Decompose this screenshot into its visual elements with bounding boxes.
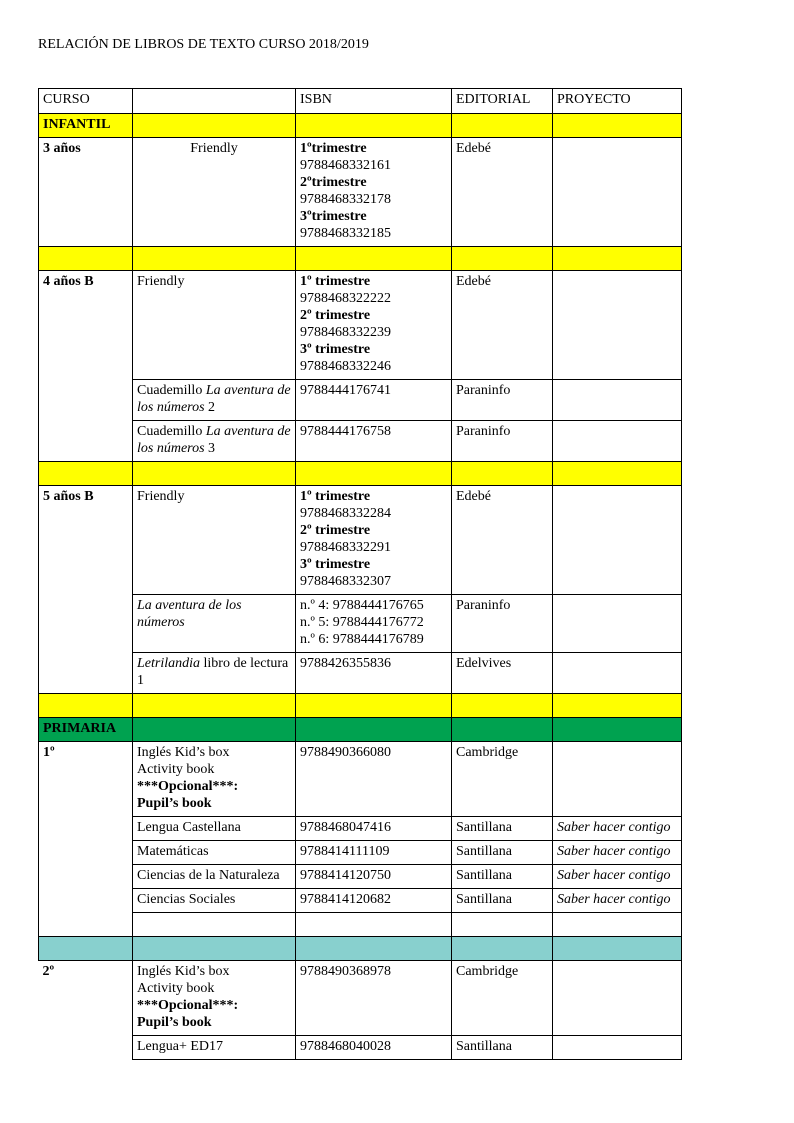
project-cell: [553, 421, 682, 462]
isbn-cell: 9788414111109: [296, 841, 452, 865]
isbn-cell: 9788414120682: [296, 889, 452, 913]
table-row: [39, 380, 682, 421]
book-cell: Friendly: [133, 271, 296, 380]
table-row: [39, 841, 682, 865]
book-line: Activity book: [137, 981, 215, 996]
book-cell: Letrilandia libro de lectura 1: [133, 653, 296, 694]
isbn-cell: 9788414120750: [296, 865, 452, 889]
editorial-cell: Santillana: [452, 1036, 553, 1060]
trimester-label: 3ºtrimestre: [300, 209, 367, 224]
header-row: [39, 89, 682, 114]
table-row: [39, 653, 682, 694]
project-cell: Saber hacer contigo: [553, 865, 682, 889]
book-cell: Cuademillo La aventura de los números 3: [133, 421, 296, 462]
isbn-value: n.º 6: 9788444176789: [300, 632, 424, 647]
book-cell: Lengua Castellana: [133, 817, 296, 841]
textbook-table: [38, 88, 682, 1060]
course-cell: 4 años B: [39, 271, 133, 462]
book-cell: Matemáticas: [133, 841, 296, 865]
isbn-value: n.º 5: 9788444176772: [300, 615, 424, 630]
optional-label: ***Opcional***:: [137, 779, 239, 794]
editorial-cell: Edelvives: [452, 653, 553, 694]
editorial-cell: Edebé: [452, 271, 553, 380]
project-cell: Saber hacer contigo: [553, 841, 682, 865]
table-row: [39, 961, 682, 1036]
teal-separator-row: [39, 937, 682, 961]
isbn-value: 9788468332185: [300, 226, 391, 241]
project-cell: [553, 138, 682, 247]
empty-row: [39, 913, 682, 937]
editorial-cell: Santillana: [452, 841, 553, 865]
course-cell: 5 años B: [39, 486, 133, 694]
project-cell: [553, 1036, 682, 1060]
course-cell: 3 años: [39, 138, 133, 247]
editorial-cell: Cambridge: [452, 961, 553, 1036]
header-blank: [133, 89, 296, 114]
infantil-section-row: [39, 114, 682, 138]
book-cell: Friendly: [133, 486, 296, 595]
project-cell: [553, 595, 682, 653]
table-row: [39, 865, 682, 889]
isbn-cell: 9788490368978: [296, 961, 452, 1036]
editorial-cell: Santillana: [452, 865, 553, 889]
course-cell: 1º: [39, 742, 133, 937]
header-isbn: ISBN: [296, 89, 452, 114]
table-row: [39, 817, 682, 841]
book-line: Activity book: [137, 762, 215, 777]
isbn-cell: 9788490366080: [296, 742, 452, 817]
book-line: Pupil’s book: [137, 796, 212, 811]
editorial-cell: Santillana: [452, 817, 553, 841]
isbn-value: n.º 4: 9788444176765: [300, 598, 424, 613]
project-cell: [553, 486, 682, 595]
table-row: [39, 742, 682, 817]
table-row: [39, 271, 682, 380]
isbn-value: 9788468332291: [300, 540, 391, 555]
trimester-label: 1º trimestre: [300, 489, 371, 504]
isbn-cell: [296, 595, 452, 653]
header-curso: CURSO: [39, 89, 133, 114]
trimester-label: 1º trimestre: [300, 274, 371, 289]
trimester-label: 3º trimestre: [300, 557, 371, 572]
isbn-cell: 9788468047416: [296, 817, 452, 841]
header-editorial: EDITORIAL: [452, 89, 553, 114]
project-cell: Saber hacer contigo: [553, 889, 682, 913]
editorial-cell: Santillana: [452, 889, 553, 913]
table-row: [39, 1036, 682, 1060]
isbn-value: 9788468332178: [300, 192, 391, 207]
infantil-label: INFANTIL: [39, 114, 133, 138]
isbn-value: 9788468322222: [300, 291, 391, 306]
table-row: [39, 889, 682, 913]
yellow-separator-row: [39, 694, 682, 718]
editorial-cell: Cambridge: [452, 742, 553, 817]
book-line: Inglés Kid’s box: [137, 964, 230, 979]
course-cell: 2º: [39, 961, 133, 1060]
primaria-label: PRIMARIA: [39, 718, 133, 742]
editorial-cell: Paraninfo: [452, 421, 553, 462]
document-title: RELACIÓN DE LIBROS DE TEXTO CURSO 2018/2019: [38, 37, 369, 52]
trimester-label: 1ºtrimestre: [300, 141, 367, 156]
isbn-cell: [296, 271, 452, 380]
book-cell: [133, 742, 296, 817]
project-cell: Saber hacer contigo: [553, 817, 682, 841]
project-cell: [553, 961, 682, 1036]
book-cell: Ciencias Sociales: [133, 889, 296, 913]
editorial-cell: Paraninfo: [452, 595, 553, 653]
isbn-value: 9788468332239: [300, 325, 391, 340]
isbn-value: 9788468332161: [300, 158, 391, 173]
editorial-cell: Edebé: [452, 138, 553, 247]
optional-label: ***Opcional***:: [137, 998, 239, 1013]
editorial-cell: Paraninfo: [452, 380, 553, 421]
project-cell: [553, 380, 682, 421]
book-cell: Cuademillo La aventura de los números 2: [133, 380, 296, 421]
table-row: [39, 138, 682, 247]
table-row: [39, 486, 682, 595]
project-cell: [553, 653, 682, 694]
book-cell: Friendly: [133, 138, 296, 247]
primaria-section-row: [39, 718, 682, 742]
trimester-label: 2º trimestre: [300, 523, 371, 538]
isbn-value: 9788468332246: [300, 359, 391, 374]
book-cell: Ciencias de la Naturaleza: [133, 865, 296, 889]
table-row: [39, 421, 682, 462]
yellow-separator-row: [39, 247, 682, 271]
editorial-cell: Edebé: [452, 486, 553, 595]
trimester-label: 2º trimestre: [300, 308, 371, 323]
isbn-cell: 9788444176758: [296, 421, 452, 462]
isbn-cell: [296, 486, 452, 595]
isbn-value: 9788468332307: [300, 574, 391, 589]
isbn-cell: [296, 138, 452, 247]
trimester-label: 3º trimestre: [300, 342, 371, 357]
isbn-value: 9788468332284: [300, 506, 391, 521]
project-cell: [553, 742, 682, 817]
book-cell: La aventura de los números: [133, 595, 296, 653]
yellow-separator-row: [39, 462, 682, 486]
book-cell: Lengua+ ED17: [133, 1036, 296, 1060]
book-line: Pupil’s book: [137, 1015, 212, 1030]
trimester-label: 2ºtrimestre: [300, 175, 367, 190]
isbn-cell: 9788468040028: [296, 1036, 452, 1060]
project-cell: [553, 271, 682, 380]
table-row: [39, 595, 682, 653]
header-proyecto: PROYECTO: [553, 89, 682, 114]
book-cell: [133, 961, 296, 1036]
isbn-cell: 9788444176741: [296, 380, 452, 421]
book-line: Inglés Kid’s box: [137, 745, 230, 760]
isbn-cell: 9788426355836: [296, 653, 452, 694]
